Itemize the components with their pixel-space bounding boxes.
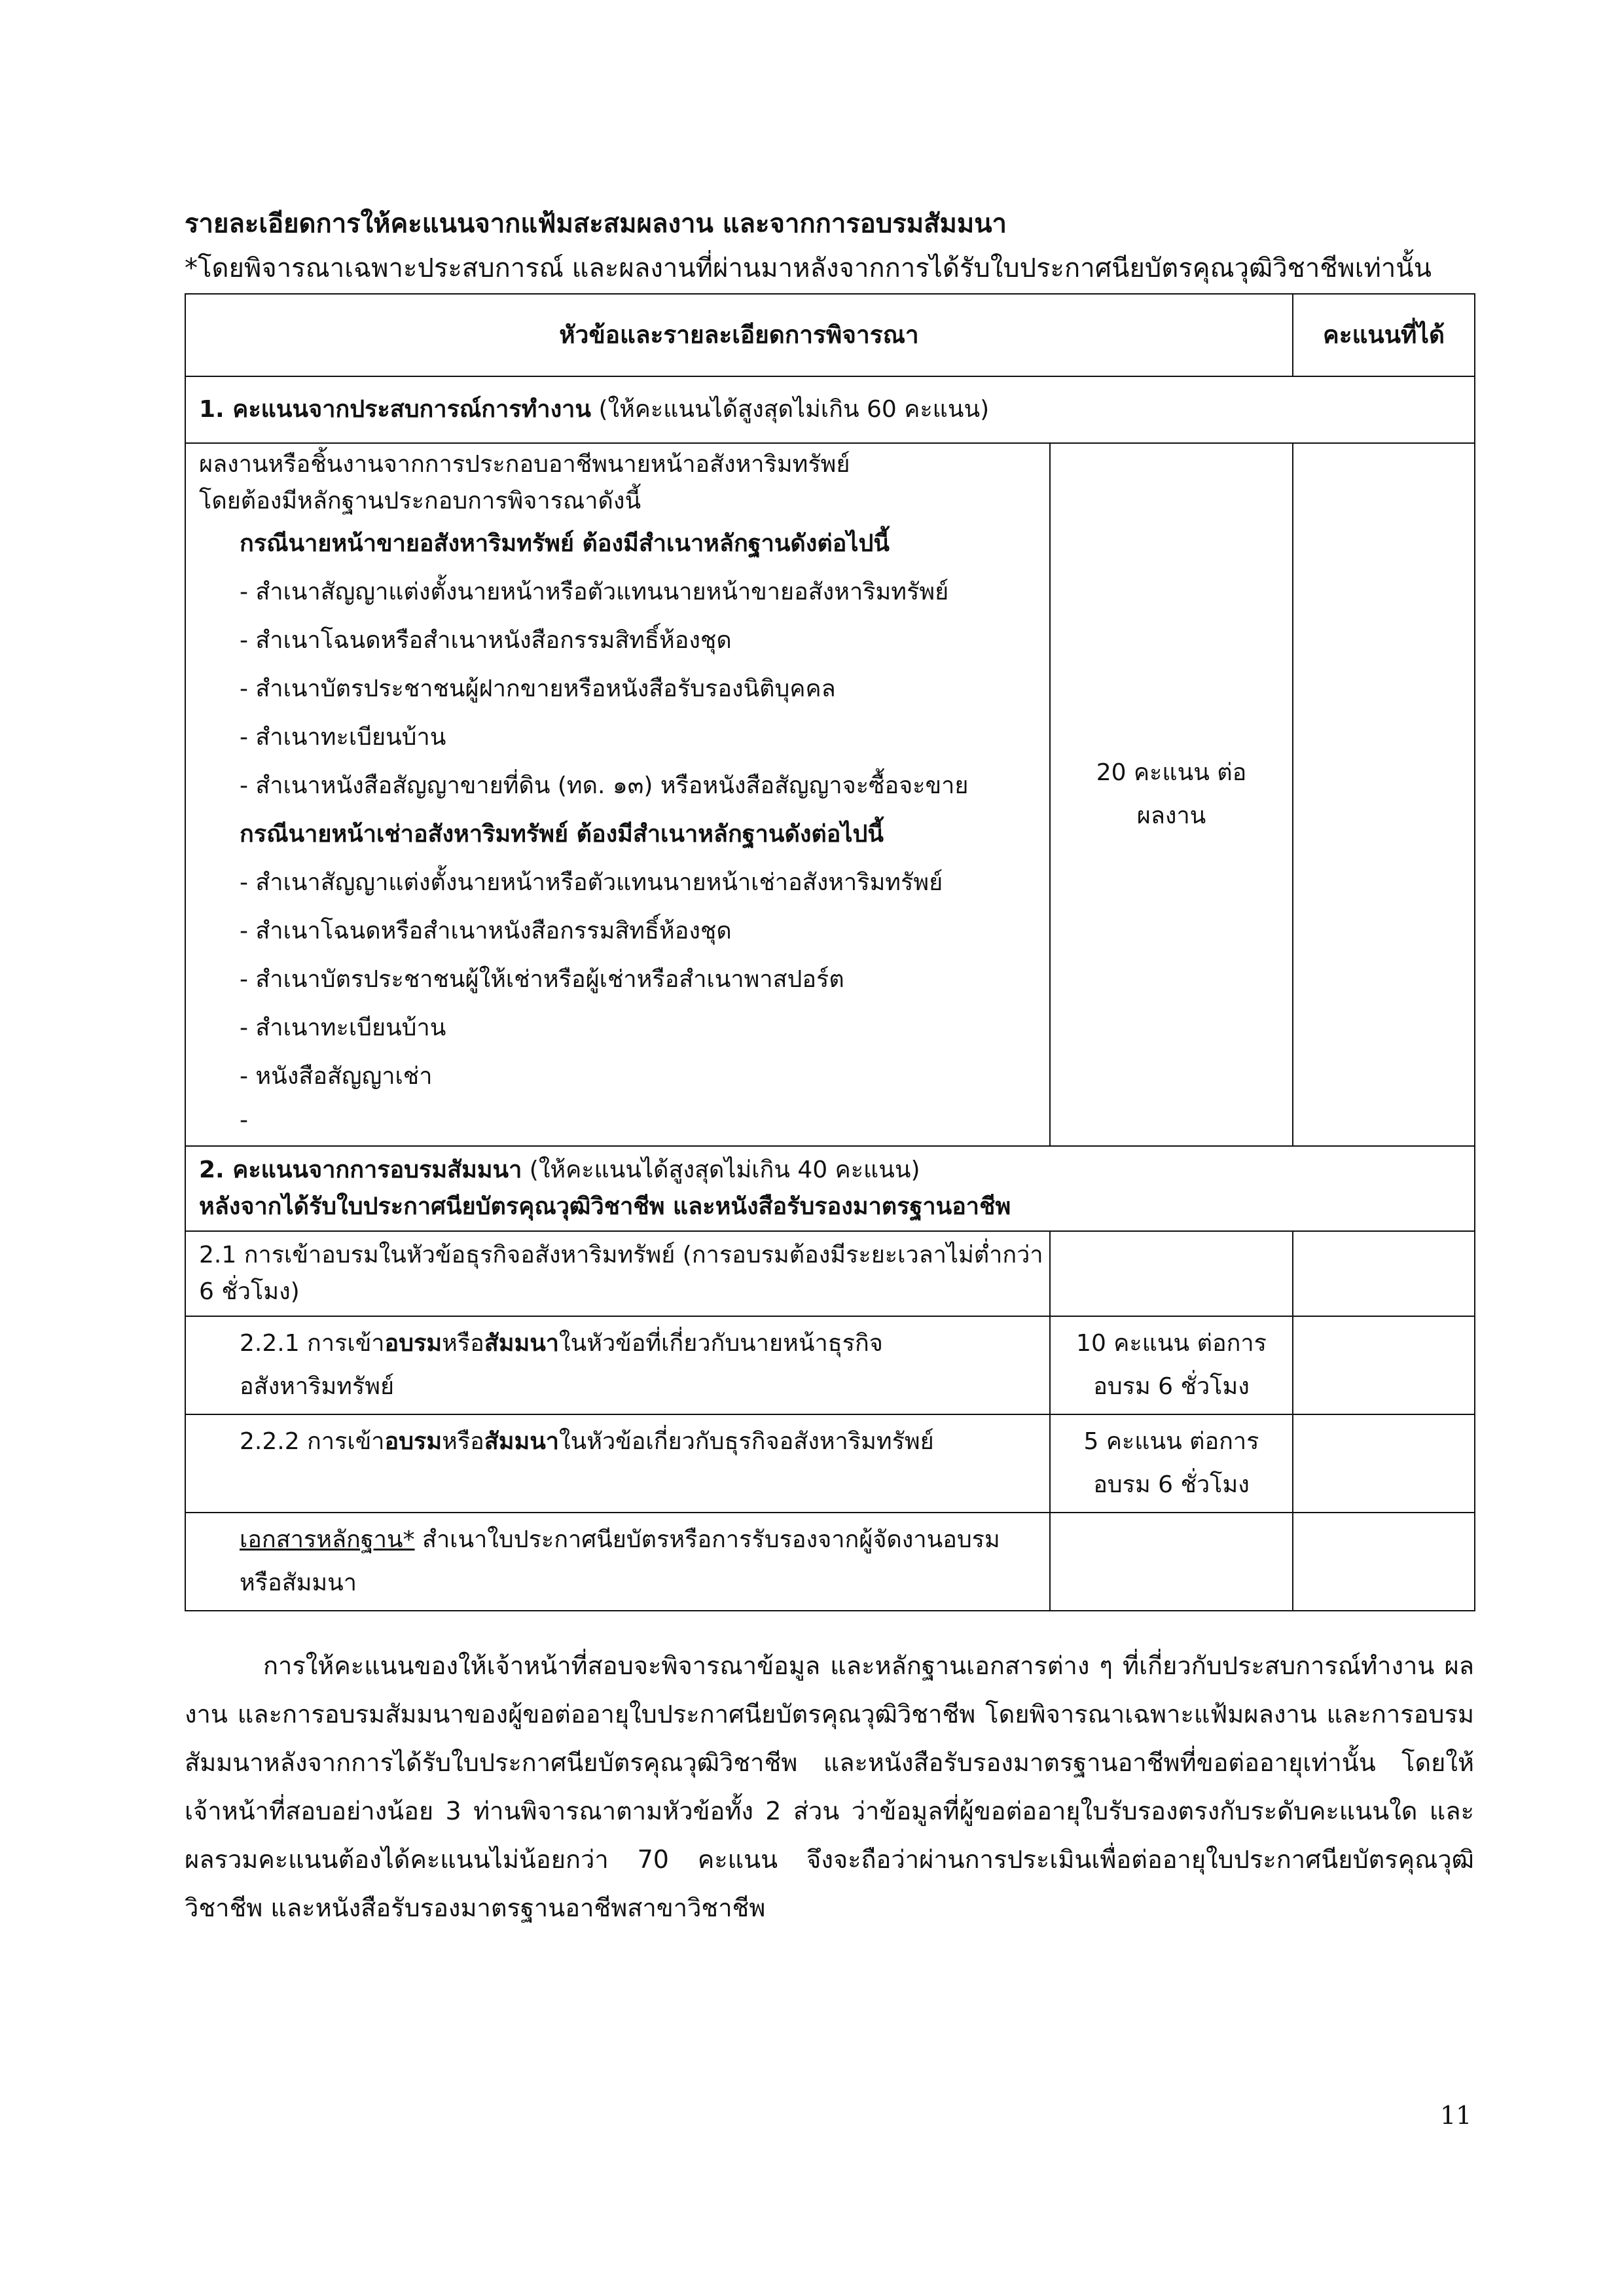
item221-bold-seminar: สัมมนา xyxy=(484,1330,560,1357)
item222-score-cell xyxy=(1293,1414,1475,1513)
section1-intro-2: โดยต้องมีหลักฐานประกอบการพิจารณาดังนี้ xyxy=(199,488,641,514)
item221-pre: 2.2.1 การเข้า xyxy=(240,1330,385,1357)
item222-bold-seminar: สัมมนา xyxy=(484,1428,560,1455)
item222-text xyxy=(185,1414,1050,1513)
list-item: - xyxy=(240,1107,248,1134)
item222-rate xyxy=(1050,1414,1293,1513)
header-score: คะแนนที่ได้ xyxy=(1293,294,1475,376)
item21-text xyxy=(185,1231,1050,1316)
item221-row xyxy=(185,1316,1475,1414)
evidence-row xyxy=(185,1513,1475,1611)
list-item: - สำเนาหนังสือสัญญาขายที่ดิน (ทด. ๑๓) หรือหนังสือสัญญาจะซื้อจะขาย xyxy=(240,772,969,799)
list-item: - สำเนาบัตรประชาชนผู้ฝากขายหรือหนังสือรับรองนิติบุคคล xyxy=(240,675,836,702)
item221-rate-line2: อบรม 6 ชั่วโมง xyxy=(1093,1373,1250,1400)
list-item: - สำเนาโฉนดหรือสำเนาหนังสือกรรมสิทธิ์ห้องชุด xyxy=(240,627,732,654)
page-number: 11 xyxy=(1440,2101,1472,2130)
list-item: - สำเนาทะเบียนบ้าน xyxy=(240,1014,446,1041)
paragraph-text: การให้คะแนนของให้เจ้าหน้าที่สอบจะพิจารณาข้อมูล และหลักฐานเอกสารต่าง ๆ ที่เกี่ยวกับประสบการณ์ทำงาน ผลงาน และการอบรมสัมมนาของผู้ขอต่ออายุใบประกาศนียบัตรคุณวุฒิวิชาชีพ โดยพิจารณาเฉพาะแฟ้มผลงาน และการอบรมสัมมนาหลังจากการได้รับใบประกาศนียบัตรคุณวุฒิวิชาชีพ และหนังสือรับรองมาตรฐานอาชีพที่ขอต่ออายุเท่านั้น โดยให้เจ้าหน้าที่สอบอย่างน้อย 3 ท่านพิจารณาตามหัวข้อทั้ง 2 ส่วน ว่าข้อมูลที่ผู้ขอต่ออายุใบรับรองตรงกับระดับคะแนนใด และผลรวมคะแนนต้องได้คะแนนไม่น้อยกว่า 70 คะแนน จึงจะถือว่าผ่านการประเมินเพื่อต่ออายุใบประกาศนียบัตรคุณวุฒิวิชาชีพ และหนังสือรับรองมาตรฐานอาชีพสาขาวิชาชีพ xyxy=(185,1651,1474,1922)
section1-intro-1: ผลงานหรือชิ้นงานจากการประกอบอาชีพนายหน้าอสังหาริมทรัพย์ xyxy=(199,451,850,478)
case-sale-heading: กรณีนายหน้าขายอสังหาริมทรัพย์ ต้องมีสำเนาหลักฐานดังต่อไปนี้ xyxy=(240,530,890,557)
explanation-paragraph xyxy=(185,1641,1474,1932)
section1-rate-line1: 20 คะแนน ต่อ xyxy=(1096,759,1247,786)
item21-score-cell xyxy=(1293,1231,1475,1316)
table-header-row xyxy=(185,294,1475,376)
header-topic: หัวข้อและรายละเอียดการพิจารณา xyxy=(185,294,1293,376)
case-rent-heading: กรณีนายหน้าเช่าอสังหาริมทรัพย์ ต้องมีสำเนาหลักฐานดังต่อไปนี้ xyxy=(240,821,884,848)
section2-title-bold: 2. คะแนนจากการอบรมสัมมนา xyxy=(199,1157,522,1183)
item21-line2: 6 ชั่วโมง) xyxy=(199,1278,300,1305)
item222-post: ในหัวข้อเกี่ยวกับธุรกิจอสังหาริมทรัพย์ xyxy=(559,1428,934,1455)
item21-row xyxy=(185,1231,1475,1316)
item222-mid: หรือ xyxy=(442,1428,484,1455)
section1-header-row xyxy=(185,376,1475,443)
list-item: - หนังสือสัญญาเช่า xyxy=(240,1063,433,1090)
section2-subtitle: หลังจากได้รับใบประกาศนียบัตรคุณวุฒิวิชาชีพ และหนังสือรับรองมาตรฐานอาชีพ xyxy=(199,1193,1011,1220)
section1-title-rest: (ให้คะแนนได้สูงสุดไม่เกิน 60 คะแนน) xyxy=(591,396,990,423)
evidence-line2: หรือสัมมนา xyxy=(240,1570,357,1596)
section1-title-bold: 1. คะแนนจากประสบการณ์การทำงาน xyxy=(199,396,591,423)
evidence-score-cell xyxy=(1293,1513,1475,1611)
section1-details xyxy=(185,443,1050,1146)
evidence-desc: สำเนาใบประกาศนียบัตรหรือการรับรองจากผู้จัดงานอบรม xyxy=(414,1526,1000,1553)
section1-rate-line2: ผลงาน xyxy=(1136,802,1206,829)
item221-mid: หรือ xyxy=(442,1330,484,1357)
note-text: *โดยพิจารณาเฉพาะประสบการณ์ และผลงานที่ผ่านมาหลังจากการได้รับใบประกาศนียบัตรคุณวุฒิวิชาชีพเท่านั้น xyxy=(185,253,1432,283)
item222-bold-train: อบรม xyxy=(384,1428,442,1455)
item222-pre: 2.2.2 การเข้า xyxy=(240,1428,385,1455)
section1-body-row xyxy=(185,443,1475,1146)
item221-bold-train: อบรม xyxy=(384,1330,442,1357)
section1-title xyxy=(185,376,1475,443)
section1-score-cell xyxy=(1293,443,1475,1146)
item221-post: ในหัวข้อที่เกี่ยวกับนายหน้าธุรกิจอสังหาริมทรัพย์ xyxy=(240,1330,883,1400)
item21-line1: 2.1 การเข้าอบรมในหัวข้อธุรกิจอสังหาริมทรัพย์ (การอบรมต้องมีระยะเวลาไม่ต่ำกว่า xyxy=(199,1242,1043,1268)
item222-rate-line1: 5 คะแนน ต่อการ xyxy=(1083,1428,1259,1455)
evidence-rate-cell xyxy=(1050,1513,1293,1611)
section2-title-rest: (ให้คะแนนได้สูงสุดไม่เกิน 40 คะแนน) xyxy=(522,1157,920,1183)
page-heading: รายละเอียดการให้คะแนนจากแฟ้มสะสมผลงาน และจากการอบรมสัมมนา xyxy=(185,209,1007,239)
list-item: - สำเนาโฉนดหรือสำเนาหนังสือกรรมสิทธิ์ห้องชุด xyxy=(240,918,732,944)
scoring-table xyxy=(185,293,1475,1611)
item221-rate xyxy=(1050,1316,1293,1414)
item221-score-cell xyxy=(1293,1316,1475,1414)
evidence-text xyxy=(185,1513,1050,1611)
item21-rate-cell xyxy=(1050,1231,1293,1316)
section1-rate xyxy=(1050,443,1293,1146)
item221-rate-line1: 10 คะแนน ต่อการ xyxy=(1076,1330,1267,1357)
evidence-label: เอกสารหลักฐาน* xyxy=(240,1526,415,1553)
item221-text xyxy=(185,1316,1050,1414)
section2-title xyxy=(185,1146,1475,1231)
item222-row xyxy=(185,1414,1475,1513)
list-item: - สำเนาสัญญาแต่งตั้งนายหน้าหรือตัวแทนนายหน้าเช่าอสังหาริมทรัพย์ xyxy=(240,869,943,896)
list-item: - สำเนาบัตรประชาชนผู้ให้เช่าหรือผู้เช่าหรือสำเนาพาสปอร์ต xyxy=(240,966,844,993)
section2-header-row xyxy=(185,1146,1475,1231)
list-item: - สำเนาทะเบียนบ้าน xyxy=(240,724,446,751)
list-item: - สำเนาสัญญาแต่งตั้งนายหน้าหรือตัวแทนนายหน้าขายอสังหาริมทรัพย์ xyxy=(240,579,949,605)
item222-rate-line2: อบรม 6 ชั่วโมง xyxy=(1093,1471,1250,1498)
